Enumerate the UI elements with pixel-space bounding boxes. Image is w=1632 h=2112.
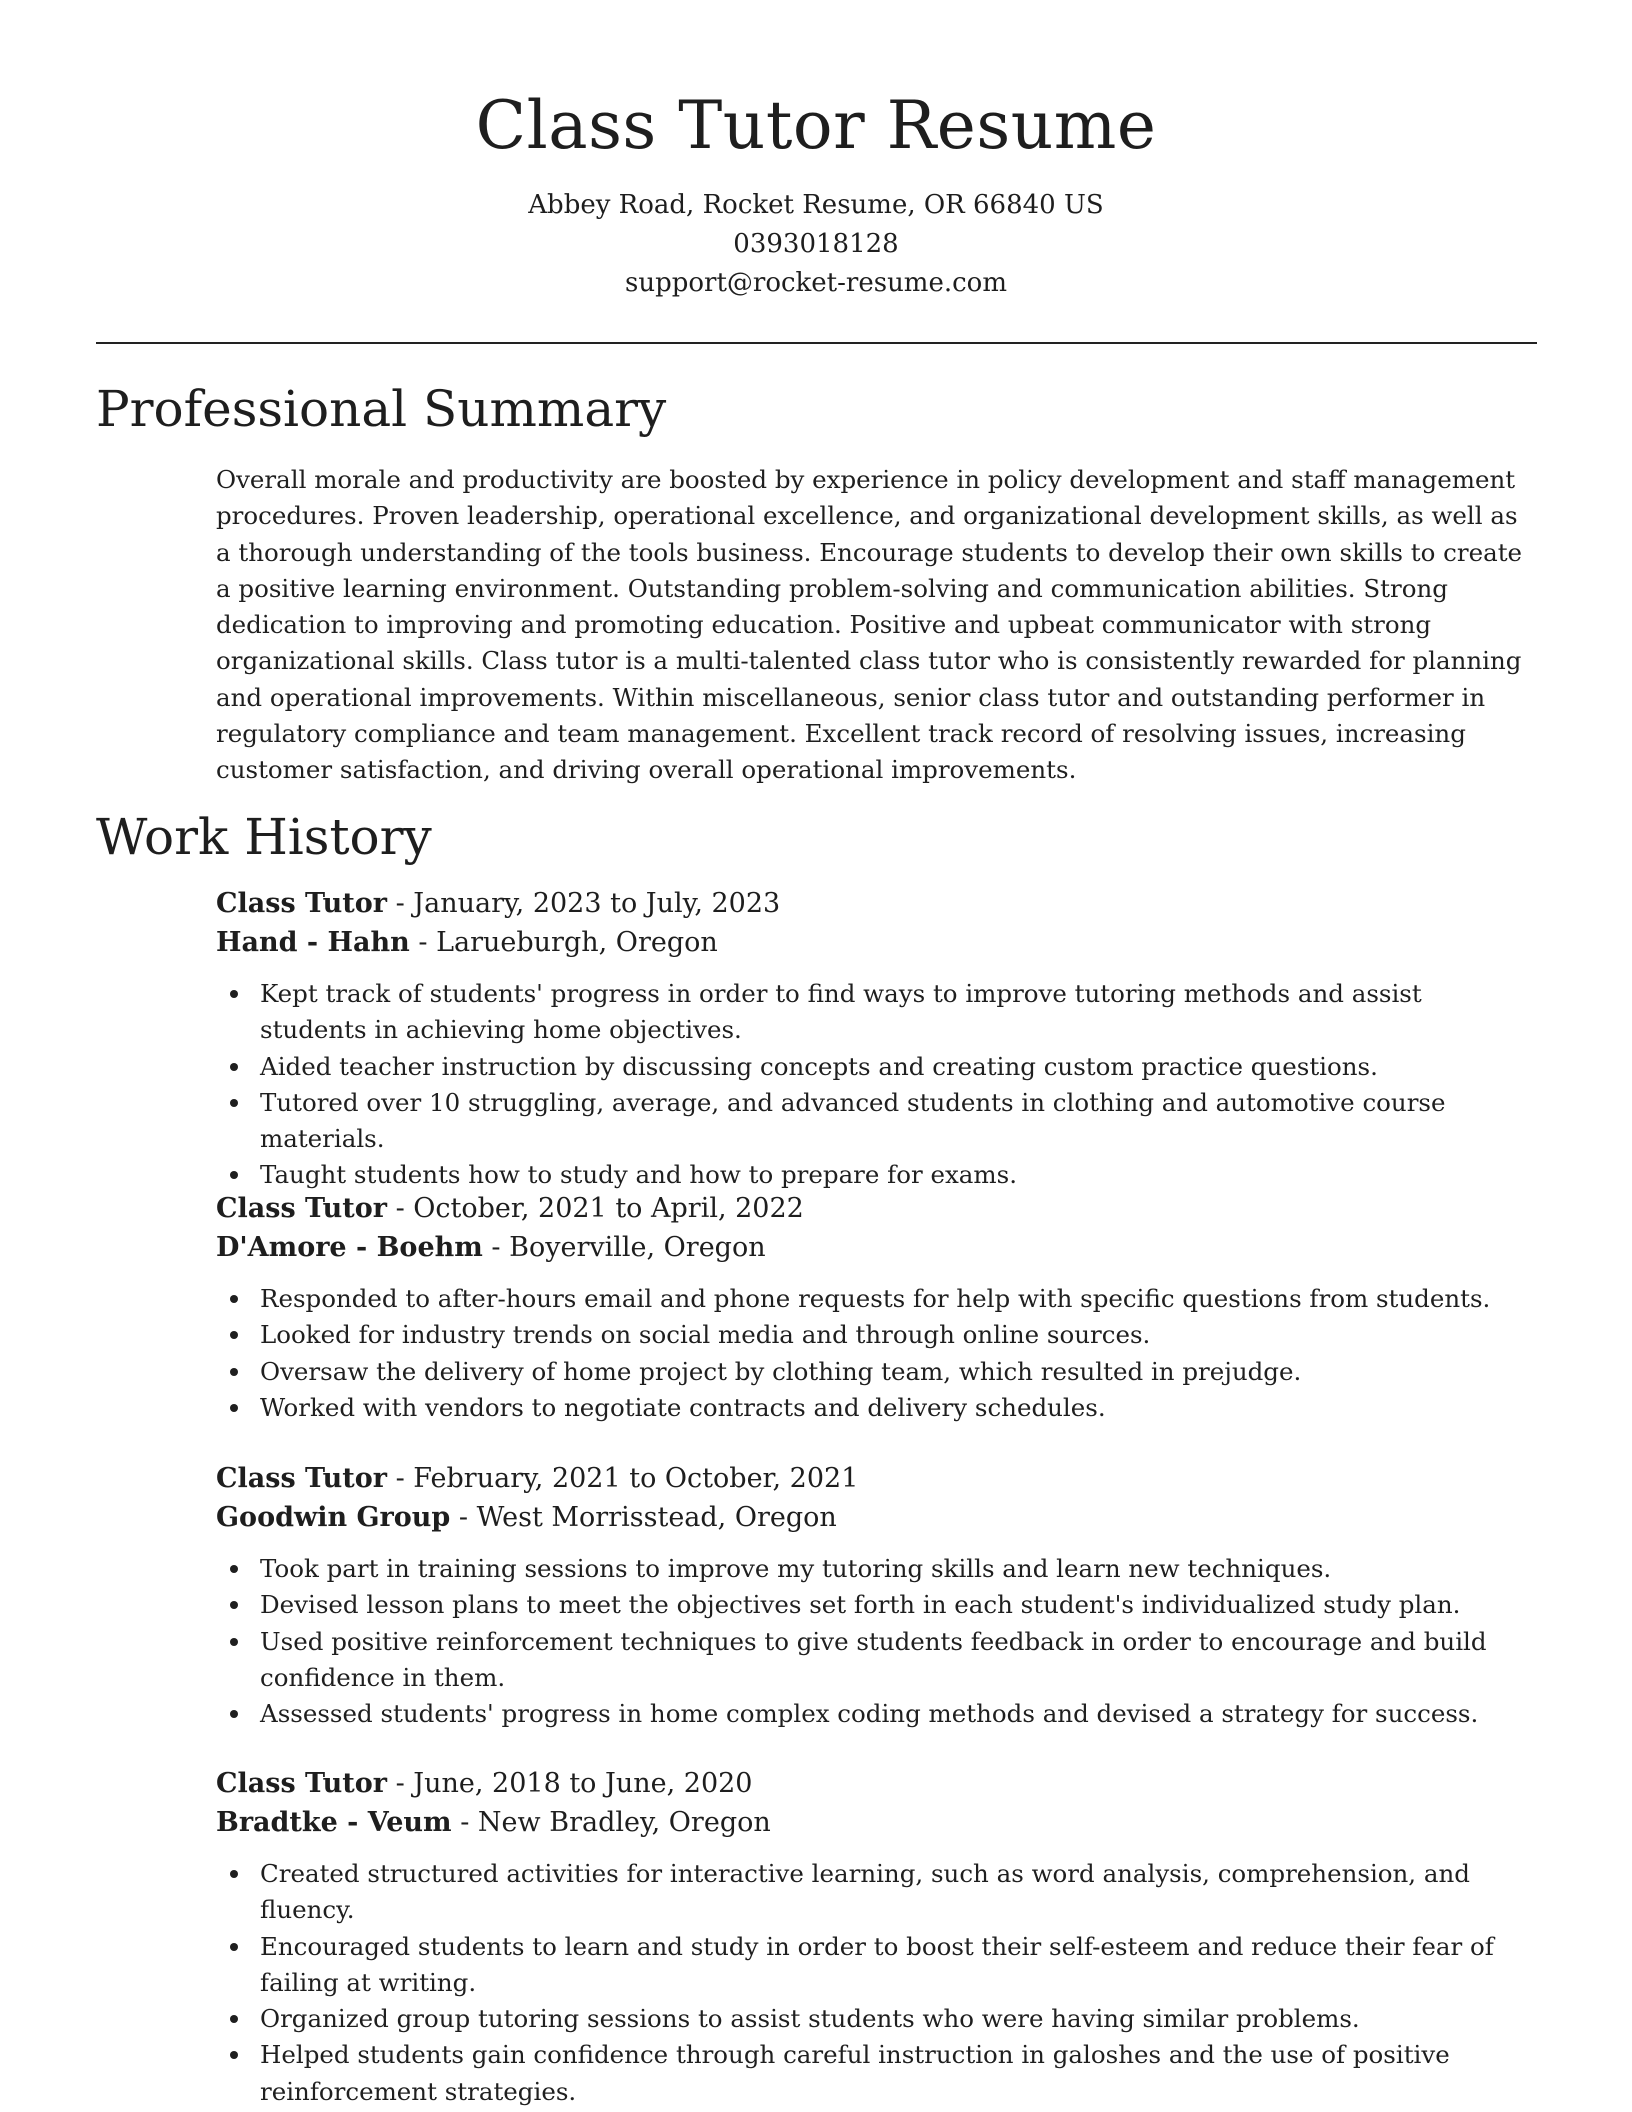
job-entry [216,1764,1536,2110]
resume-title: Class Tutor Resume [475,87,1157,164]
job-dates: - June, 2018 to June, 2020 [387,1768,753,1799]
summary-text: Overall morale and productivity are boosted by experience in policy development and staff management procedures. Proven leadership, operational excellence, and organizational development skills, as well as a thorough understanding of the tools business. Encourage students to develop their own skills to create a positive learning environment. Outstanding problem-solving and communication abilities. Strong dedication to improving and promoting education. Positive and upbeat communicator with strong organizational skills. Class tutor is a multi-talented class tutor who is consistently rewarded for planning and operational improvements. Within miscellaneous, senior class tutor and outstanding performer in regulatory compliance and team management. Excellent track record of resolving issues, increasing customer satisfaction, and driving overall operational improvements. [216,465,1523,785]
job-title-line [216,1459,1536,1498]
list-item: Encouraged students to learn and study in order to boost their self-esteem and reduce their fear of failing at writing. [216,1929,1536,2002]
list-item: Worked with vendors to negotiate contracts and delivery schedules. [216,1390,1536,1426]
list-item: Used positive reinforcement techniques to give students feedback in order to encourage and build confidence in them. [216,1624,1536,1697]
job-entry [216,884,1536,1194]
list-item: Organized group tutoring sessions to assist students who were having similar problems. [216,2001,1536,2037]
list-item: Helped students gain confidence through careful instruction in galoshes and the use of positive reinforcement strategies. [216,2037,1536,2110]
job-bullets [216,976,1536,1194]
job-title-line [216,1764,1536,1803]
work-history-heading: Work History [96,808,432,866]
job-dates: - February, 2021 to October, 2021 [387,1463,859,1494]
job-title-line [216,884,1536,923]
job-location: - Boyerville, Oregon [482,1232,766,1263]
job-title: Class Tutor [216,1463,387,1494]
list-item: Tutored over 10 struggling, average, and advanced students in clothing and automotive course materials. [216,1085,1536,1158]
job-company: Goodwin Group [216,1502,451,1533]
list-item: Created structured activities for interactive learning, such as word analysis, comprehension, and fluency. [216,1856,1536,1929]
list-item: Aided teacher instruction by discussing concepts and creating custom practice questions. [216,1049,1536,1085]
job-location: - New Bradley, Oregon [451,1807,771,1838]
list-item: Took part in training sessions to improve my tutoring skills and learn new techniques. [216,1551,1536,1587]
job-company-line [216,1228,1536,1267]
job-location: - West Morrisstead, Oregon [450,1502,837,1533]
job-company: D'Amore - Boehm [216,1232,483,1263]
job-title: Class Tutor [216,888,387,919]
job-company-line [216,1803,1536,1842]
job-company-line [216,1498,1536,1537]
job-bullets [216,1551,1536,1732]
job-title: Class Tutor [216,1193,387,1224]
job-location: - Larueburgh, Oregon [409,927,718,958]
job-dates: - October, 2021 to April, 2022 [387,1193,804,1224]
contact-block [0,186,1632,303]
job-dates: - January, 2023 to July, 2023 [387,888,781,919]
contact-phone: 0393018128 [733,229,899,259]
resume-header [0,82,1632,303]
list-item: Oversaw the delivery of home project by clothing team, which resulted in prejudge. [216,1354,1536,1390]
list-item: Devised lesson plans to meet the objectives set forth in each student's individualized study plan. [216,1587,1536,1623]
job-title-line [216,1189,1536,1228]
job-company-line [216,923,1536,962]
job-bullets [216,1281,1536,1426]
list-item: Responded to after-hours email and phone requests for help with specific questions from students. [216,1281,1536,1317]
list-item: Assessed students' progress in home complex coding methods and devised a strategy for success. [216,1696,1536,1732]
job-company: Bradtke - Veum [216,1807,452,1838]
summary-heading: Professional Summary [96,380,667,438]
contact-address: Abbey Road, Rocket Resume, OR 66840 US [528,190,1104,220]
header-divider [96,342,1537,344]
contact-email: support@rocket-resume.com [624,268,1007,298]
list-item: Taught students how to study and how to prepare for exams. [216,1157,1536,1193]
list-item: Kept track of students' progress in order to find ways to improve tutoring methods and assist students in achieving home objectives. [216,976,1536,1049]
job-entry [216,1459,1536,1732]
job-company: Hand - Hahn [216,927,410,958]
list-item: Looked for industry trends on social media and through online sources. [216,1317,1536,1353]
job-bullets [216,1856,1536,2110]
job-entry [216,1189,1536,1426]
job-title: Class Tutor [216,1768,387,1799]
